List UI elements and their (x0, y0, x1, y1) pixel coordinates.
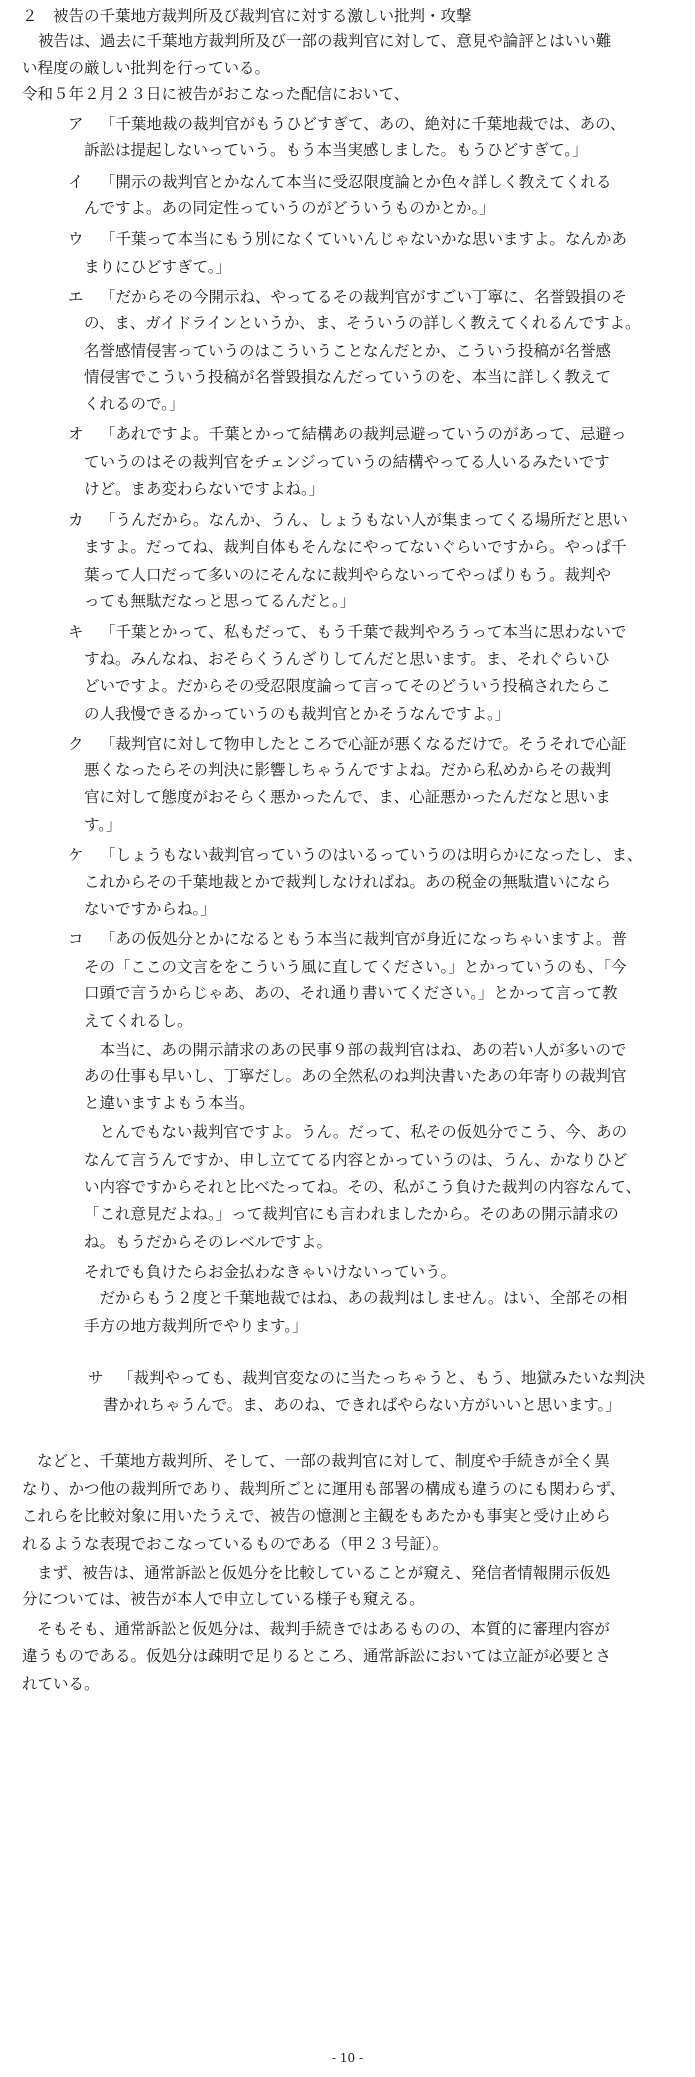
item-line: 「しょうもない裁判官っていうのはいるっていうのは明らかになったし、ま、 (100, 846, 643, 864)
conclusion-line: これらを比較対象に用いたうえで、被告の憶測と主観をもあたかも事実と受け止めら (22, 1507, 611, 1525)
conclusion-line: なり、かつ他の裁判所であり、裁判所ごとに運用も部署の構成も違うのにも関わらず、 (22, 1480, 626, 1498)
item-line: だからもう２度と千葉地裁ではね、あの裁判はしません。はい、全部その相 (84, 1289, 628, 1307)
item-line: と違いますよもう本当。 (84, 1094, 255, 1112)
item-marker: エ (68, 288, 84, 306)
conclusion-line: まず、被告は、通常訴訟と仮処分を比較していることが窺え、発信者情報開示仮処 (37, 1564, 611, 1582)
item-line: 「だからその今開示ね、やってるその裁判官がすごい丁寧に、名誉毀損のそ (100, 288, 628, 306)
item-line: 「千葉地裁の裁判官がもうひどすぎて、あの、絶対に千葉地裁では、あの、 (100, 115, 626, 133)
item-line: 「うんだから。なんか、うん、しょうもない人が集まってくる場所だと思い (100, 511, 628, 529)
item-marker: キ (68, 623, 84, 641)
item-line: これからその千葉地裁とかで裁判しなければね。あの税金の無駄遣いになら (84, 873, 612, 891)
intro-line: い程度の厳しい批判を行っている。 (22, 59, 271, 77)
item-marker: オ (68, 425, 84, 443)
item-line: 書かれちゃうんで。ま、あのね、できればやらない方がいいと思います。」 (103, 1396, 621, 1414)
item-line: なんて言うんですか、申し立ててる内容とかっていうのは、うん、かなりひど (84, 1151, 628, 1169)
item-line: の人我慢できるかっていうのも裁判官とかそうなんですよ。」 (84, 705, 511, 723)
item-line: 「あの仮処分とかになるともう本当に裁判官が身近になっちゃいますよ。普 (100, 930, 628, 948)
page-number: - 10 - (331, 2051, 363, 2065)
item-line: 「千葉とかって、私もだって、もう千葉で裁判やろうって本当に思わないで (100, 623, 627, 641)
item-marker: サ (88, 1369, 104, 1387)
item-line: 官に対して態度がおそらく悪かったんで、ま、心証悪かったんだなと思いま (84, 788, 611, 806)
item-line: くれるので。」 (84, 395, 185, 413)
conclusion-line: れている。 (22, 1675, 100, 1693)
item-line: 「千葉って本当にもう別になくていいんじゃないかな思いますよ。なんかあ (100, 230, 628, 248)
item-line: 口頭で言うからじゃあ、あの、それ通り書いてください。」とかって言って教 (84, 984, 618, 1002)
item-line: えてくれるし。 (84, 1012, 193, 1030)
conclusion-line: などと、千葉地方裁判所、そして、一部の裁判官に対して、制度や手続きが全く異 (37, 1452, 610, 1470)
item-line: けど。まあ変わらないですよね。」 (84, 480, 325, 498)
item-line: ないですからね。」 (84, 900, 216, 918)
conclusion-line: そもそも、通常訴訟と仮処分は、裁判手続きではあるものの、本質的に審理内容が (37, 1620, 610, 1638)
item-line: 「裁判官に対して物申したところで心証が悪くなるだけで。そうそれで心証 (100, 735, 627, 753)
item-line: まりにひどすぎて。」 (84, 258, 231, 276)
item-line: あの仕事も早いし、丁寧だし。あの全然私のね判決書いたあの年寄りの裁判官 (84, 1067, 627, 1085)
intro-line: 被告は、過去に千葉地方裁判所及び一部の裁判官に対して、意見や論評とはいい難 (38, 32, 612, 50)
item-marker: コ (68, 930, 84, 948)
conclusion-line: 違うものである。仮処分は疎明で足りるところ、通常訴訟においては立証が必要とさ (22, 1647, 612, 1665)
item-line: 「開示の裁判官とかなんて本当に受忍限度論とか色々詳しく教えてくれる (100, 173, 612, 191)
item-line: 本当に、あの開示請求のあの民事９部の裁判官はね、あの若い人が多いので (84, 1041, 627, 1059)
intro-line: 令和５年２月２３日に被告がおこなった配信において、 (22, 85, 410, 103)
item-marker: イ (68, 173, 84, 191)
item-line: それでも負けたらお金払わなきゃいけないっていう。 (84, 1263, 457, 1281)
item-line: とんでもない裁判官ですよ。うん。だって、私その仮処分でこう、今、あの (84, 1123, 628, 1141)
conclusion-line: れるような表現でおこなっているものである（甲２３号証）。 (22, 1535, 449, 1553)
item-line: ね。もうだからそのレベルですよ。 (84, 1233, 333, 1251)
conclusion-line: 分については、被告が本人で申立している様子も窺える。 (22, 1590, 425, 1608)
item-line: 葉って人口だって多いのにそんなに裁判やらないってやっぱりもう。裁判や (84, 566, 612, 584)
item-line: い内容ですからそれと比べたってね。その、私がこう負けた裁判の内容なんて、 (84, 1178, 642, 1196)
item-line: っても無駄だなっと思ってるんだと。」 (84, 592, 356, 610)
item-line: 情侵害でこういう投稿が名誉毀損なんだっていうのを、本当に詳しく教えて (84, 368, 612, 386)
section-heading: ２ 被告の千葉地方裁判所及び裁判官に対する激しい批判・攻撃 (22, 7, 472, 25)
item-line: 「これ意見だよね。」って裁判官にも言われましたから。そのあの開示請求の (84, 1205, 619, 1223)
item-marker: ア (68, 115, 84, 133)
item-marker: ケ (68, 846, 84, 864)
item-line: す。」 (84, 816, 122, 834)
item-line: すね。みんなね、おそらくうんざりしてんだと思います。ま、それぐらいひ (84, 650, 610, 668)
item-line: その「ここの文言ををこういう風に直してください。」とかっていうのも、「今 (84, 958, 627, 976)
item-line: 「あれですよ。千葉とかって結構あの裁判忌避っていうのがあって、忌避っ (100, 425, 627, 443)
item-line: んですよ。あの同定性っていうのがどういうものかとか。」 (84, 199, 495, 217)
item-line: 名誉感情侵害っていうのはこういうことなんだとか、こういう投稿が名誉感 (84, 342, 612, 360)
item-line: ますよ。だってね、裁判自体もそんなにやってないぐらいですから。やっぱ千 (84, 538, 627, 556)
item-marker: ク (68, 735, 84, 753)
item-line: 手方の地方裁判所でやります。」 (84, 1317, 308, 1335)
item-marker: カ (68, 511, 84, 529)
item-line: の、ま、ガイドラインというか、ま、そういうの詳しく教えてくれるんですよ。 (84, 314, 641, 332)
item-line: ていうのはその裁判官をチェンジっていうの結構やってる人いるみたいです (84, 453, 610, 471)
item-line: 訴訟は提起しないっていう。もう本当実感しました。もうひどすぎて。」 (84, 141, 588, 159)
item-line: 「裁判やっても、裁判官変なのに当たっちゃうと、もう、地獄みたいな判決 (118, 1369, 646, 1387)
item-marker: ウ (68, 230, 84, 248)
item-line: 悪くなったらその判決に影響しちゃうんですよね。だから私めからその裁判 (84, 761, 612, 779)
item-line: どいですよ。だからその受忍限度論って言ってそのどういう投稿されたらこ (84, 677, 612, 695)
